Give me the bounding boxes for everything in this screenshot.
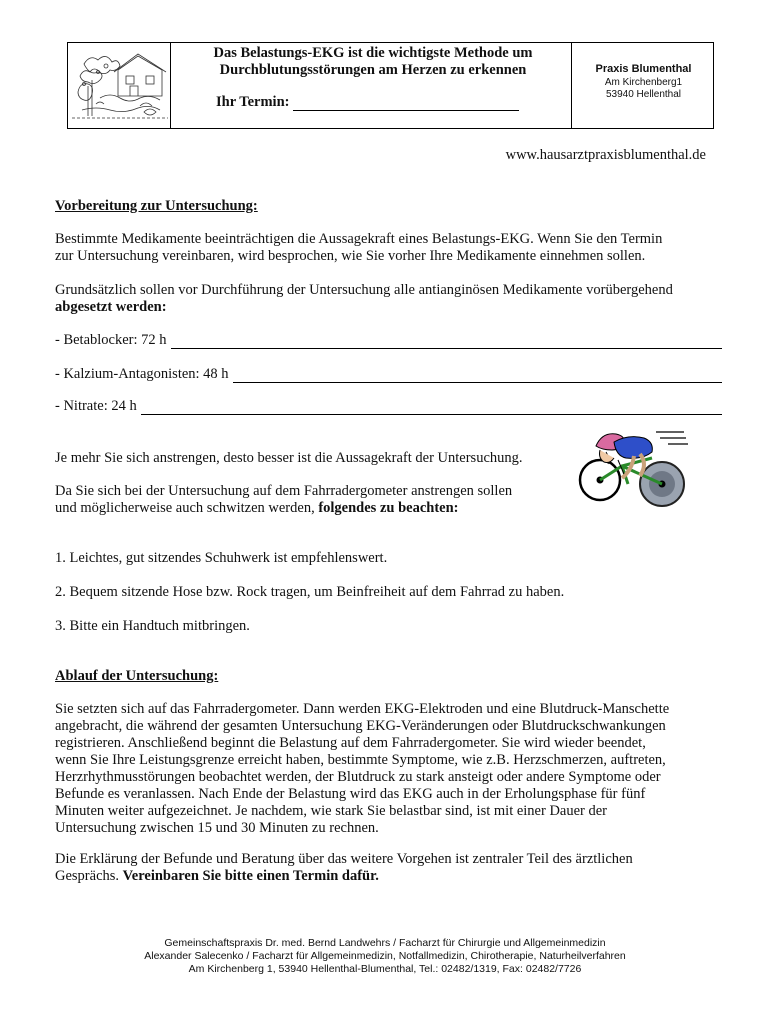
- paragraph-line: wenn Sie Ihre Leistungsgrenze erreicht haben, bestimmte Symptome, wie z.B. Herzschmerzen, auftreten,: [55, 752, 666, 768]
- paragraph-line: Da Sie sich bei der Untersuchung auf dem Fahrradergometer anstrengen sollen: [55, 483, 513, 499]
- paragraph-line-bold: abgesetzt werden:: [55, 299, 167, 315]
- blank-line: [171, 336, 722, 349]
- footer-line-1: Gemeinschaftspraxis Dr. med. Bernd Landwehrs / Facharzt für Chirurgie und Allgemeinmedizin: [164, 937, 606, 949]
- paragraph-line: Minuten weiter aufgezeichnet. Je nachdem, wie stark Sie belastbar sind, ist mit einer Dauer der: [55, 803, 608, 819]
- cyclist-icon: [576, 424, 692, 510]
- paragraph-discontinue: [55, 282, 673, 316]
- paragraph-line: Grundsätzlich sollen vor Durchführung der Untersuchung alle antianginösen Medikamente vorübergehend: [55, 282, 673, 298]
- paragraph-closing: [55, 851, 633, 885]
- praxis-address: [572, 77, 715, 101]
- paragraph-line: Bestimmte Medikamente beeinträchtigen die Aussagekraft eines Belastungs-EKG. Wenn Sie den Termin: [55, 231, 663, 247]
- med-label: - Nitrate: 24 h: [55, 398, 137, 414]
- paragraph-procedure: [55, 701, 669, 837]
- paragraph-effort: Je mehr Sie sich anstrengen, desto besser ist die Aussagekraft der Untersuchung.: [55, 450, 523, 466]
- list-item-trousers: 2. Bequem sitzende Hose bzw. Rock tragen, um Beinfreiheit auf dem Fahrrad zu haben.: [55, 584, 565, 600]
- paragraph-line: Befunde es veranlassen. Nach Ende der Belastung wird das EKG auch in der Erholungsphase für fünf: [55, 786, 646, 802]
- list-item-towel: 3. Bitte ein Handtuch mitbringen.: [55, 618, 250, 634]
- paragraph-line: Die Erklärung der Befunde und Beratung über das weitere Vorgehen ist zentraler Teil des ärztlichen: [55, 851, 633, 867]
- med-label: - Betablocker: 72 h: [55, 332, 167, 348]
- blank-line: [141, 402, 722, 415]
- praxis-city: 53940 Hellenthal: [605, 89, 682, 100]
- footer: [0, 937, 770, 976]
- header-box: [67, 42, 714, 129]
- paragraph-line: [55, 868, 633, 885]
- paragraph-line: zur Untersuchung vereinbaren, wird besprochen, wie Sie vorher Ihre Medikamente einnehmen sollen.: [55, 248, 646, 264]
- paragraph-line: Herzrhythmusstörungen beobachtet werden, der Blutdruck zu stark ansteigt oder andere Symptome oder: [55, 769, 661, 785]
- praxis-cell: [571, 43, 714, 128]
- section-heading-preparation: Vorbereitung zur Untersuchung:: [55, 198, 258, 214]
- text-bold: folgendes zu beachten:: [318, 500, 459, 516]
- paragraph-line: registrieren. Anschließend beginnt die Belastung auf dem Fahrradergometer. Sie wird wieder beendet,: [55, 735, 646, 751]
- med-label: - Kalzium-Antagonisten: 48 h: [55, 366, 229, 382]
- med-row-calcium: [55, 366, 722, 383]
- title-line-2: Durchblutungsstörungen am Herzen zu erkennen: [219, 62, 527, 78]
- website-url: www.hausarztpraxisblumenthal.de: [505, 147, 706, 163]
- appointment-blank-line: [293, 97, 519, 111]
- list-item-shoes: 1. Leichtes, gut sitzendes Schuhwerk ist empfehlenswert.: [55, 550, 388, 566]
- appointment-label: Ihr Termin:: [216, 94, 290, 110]
- med-row-betablocker: [55, 332, 722, 349]
- house-sketch-icon: [70, 46, 170, 126]
- blank-line: [233, 370, 722, 383]
- title-line-1: Das Belastungs-EKG ist die wichtigste Methode um: [213, 45, 533, 61]
- document-title: [178, 45, 568, 79]
- footer-line-3: Am Kirchenberg 1, 53940 Hellenthal-Blumenthal, Tel.: 02482/1319, Fax: 02482/7726: [188, 963, 582, 975]
- paragraph-line: Untersuchung zwischen 15 und 30 Minuten zu rechnen.: [55, 820, 379, 836]
- text-plain: und möglicherweise auch schwitzen werden,: [55, 500, 319, 516]
- paragraph-line: Sie setzten sich auf das Fahrradergometer. Dann werden EKG-Elektroden und eine Blutdruck-Manschette: [55, 701, 670, 717]
- praxis-street: Am Kirchenberg1: [604, 77, 683, 88]
- section-heading-procedure: Ablauf der Untersuchung:: [55, 668, 219, 684]
- text-plain: Gesprächs.: [55, 868, 123, 884]
- logo-cell: [68, 43, 171, 128]
- paragraph-line: [55, 500, 512, 517]
- footer-line-2: Alexander Salecenko / Facharzt für Allgemeinmedizin, Notfallmedizin, Chirotherapie, Naturheilverfahren: [144, 950, 626, 962]
- paragraph-line: angebracht, die während der gesamten Untersuchung EKG-Veränderungen oder Blutdruckschwankungen: [55, 718, 666, 734]
- praxis-name: Praxis Blumenthal: [595, 63, 692, 75]
- med-row-nitrate: [55, 398, 722, 415]
- text-bold: Vereinbaren Sie bitte einen Termin dafür.: [122, 868, 379, 884]
- appointment-field: [216, 94, 519, 111]
- paragraph-ergometer: [55, 483, 512, 517]
- paragraph-medications: [55, 231, 662, 265]
